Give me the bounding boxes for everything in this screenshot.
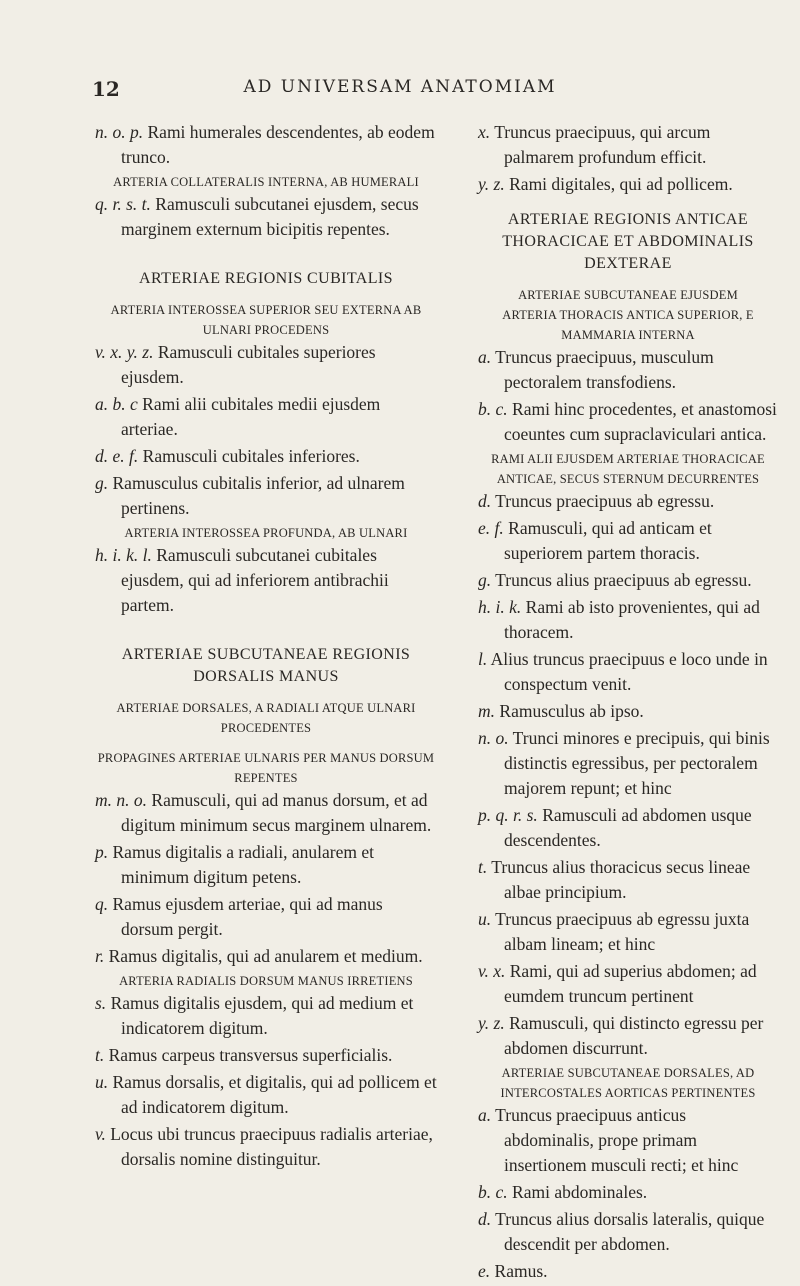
entry-label: b. c. [478,399,508,419]
entry-label: h. i. k. [478,597,522,617]
legend-entry [95,788,437,838]
legend-entry [95,1070,437,1120]
entry-text: Rami alii cubitales medii ejusdem arteriae. [121,394,381,439]
legend-entry [478,120,778,170]
entry-text: Rami ab isto provenientes, qui ad thoracem. [504,597,760,642]
entry-text: Truncus alius praecipuus ab egressu. [491,570,752,590]
entry-text: Truncus praecipuus ab egressu. [491,491,715,511]
legend-entry [478,516,778,566]
entry-text: Truncus alius thoracicus secus lineae albae principium. [487,857,751,902]
legend-entry [478,489,778,514]
entry-label: d. [478,1209,492,1229]
legend-entry [95,991,437,1041]
legend-entry [478,345,778,395]
subheading: ARTERIA INTEROSSEA SUPERIOR SEU EXTERNA AB ULNARI PROCEDENS [110,303,422,337]
legend-entry [478,1207,778,1257]
entry-text: Truncus praecipuus anticus abdominalis, prope primam insertionem musculi recti; et hinc [491,1105,739,1175]
entry-text: Ramus digitalis ejusdem, qui ad medium et indicatorem digitum. [106,993,414,1038]
subheading: RAMI ALII EJUSDEM ARTERIAE THORACICAE ANTICAE, SECUS STERNUM DECURRENTES [491,452,765,486]
entry-text: Ramusculi ad abdomen usque descendentes. [504,805,752,850]
entry-label: n. o. p. [95,122,144,142]
legend-entry [478,855,778,905]
entry-text: Ramusculi cubitales inferiores. [138,446,360,466]
entry-label: m. n. o. [95,790,148,810]
subheading: ARTERIAE SUBCUTANEAE DORSALES, AD INTERCOSTALES AORTICAS PERTINENTES [500,1066,756,1100]
legend-entry [95,120,437,170]
legend-entry [478,1180,778,1205]
entry-text: Ramus. [490,1261,548,1281]
entry-label: t. [478,857,488,877]
entry-label: n. o. [478,728,509,748]
legend-entry [478,803,778,853]
legend-entry [95,392,437,442]
page-number: 12 [92,77,120,101]
entry-text: Truncus alius dorsalis lateralis, quique descendit per abdomen. [491,1209,765,1254]
entry-label: v. [95,1124,106,1144]
entry-label: q. r. s. t. [95,194,151,214]
legend-entry [95,543,437,618]
entry-text: Ramusculi, qui ad anticam et superiorem partem thoracis. [503,518,712,563]
spacer [95,244,437,268]
right-column [478,120,778,1286]
legend-entry [478,172,778,197]
entry-label: r. [95,946,105,966]
legend-entry [478,699,778,724]
entry-text: Truncus praecipuus, musculum pectoralem transfodiens. [491,347,714,392]
legend-entry [95,892,437,942]
entry-label: l. [478,649,488,669]
entry-label: g. [95,473,109,493]
legend-entry [478,1011,778,1061]
legend-entry [478,595,778,645]
entry-label: x. [478,122,491,142]
entry-label: v. x. [478,961,506,981]
entry-label: v. x. y. z. [95,342,154,362]
entry-text: Ramus digitalis a radiali, anularem et minimum digitum petens. [108,842,374,887]
entry-label: g. [478,570,492,590]
entry-label: e. f. [478,518,504,538]
entry-text: Locus ubi truncus praecipuus radialis arteriae, dorsalis nomine distinguitur. [105,1124,433,1169]
entry-text: Ramusculus ab ipso. [495,701,644,721]
entry-text: Ramus ejusdem arteriae, qui ad manus dorsum pergit. [108,894,383,939]
entry-text: Rami hinc procedentes, et anastomosi coeuntes cum supraclaviculari antica. [504,399,777,444]
legend-entry [478,1103,778,1178]
section-title: ARTERIAE SUBCUTANEAE REGIONIS DORSALIS MANUS [121,646,411,685]
entry-label: u. [478,909,492,929]
spacer [95,290,437,300]
entry-label: d. [478,491,492,511]
legend-entry [478,1259,778,1284]
page-header [0,77,800,103]
entry-label: b. c. [478,1182,508,1202]
entry-label: p. q. r. s. [478,805,538,825]
entry-text: Ramusculi, qui ad manus dorsum, et ad digitum minimum secus marginem ulnarem. [121,790,432,835]
entry-label: u. [95,1072,109,1092]
spacer [95,620,437,644]
subheading: ARTERIA RADIALIS DORSUM MANUS IRRETIENS [119,974,413,988]
entry-text: Truncus praecipuus ab egressu juxta albam lineam; et hinc [491,909,750,954]
entry-label: p. [95,842,109,862]
entry-text: Truncus praecipuus, qui arcum palmarem profundum efficit. [490,122,711,167]
entry-label: t. [95,1045,105,1065]
entry-text: Alius truncus praecipuus e loco unde in conspectum venit. [487,649,768,694]
legend-entry [95,192,437,242]
entry-label: q. [95,894,109,914]
entry-label: a. [478,347,492,367]
legend-entry [478,907,778,957]
entry-label: a. b. c [95,394,138,414]
legend-entry [478,647,778,697]
legend-entry [478,568,778,593]
entry-label: d. e. f. [95,446,139,466]
legend-entry [478,959,778,1009]
entry-text: Rami humerales descendentes, ab eodem trunco. [121,122,435,167]
subheading: ARTERIA INTEROSSEA PROFUNDA, AB ULNARI [124,526,408,540]
legend-entry [478,726,778,801]
entry-label: s. [95,993,107,1013]
section-title: ARTERIAE REGIONIS ANTICAE THORACICAE ET ABDOMINALIS DEXTERAE [502,211,754,272]
spacer [478,199,778,209]
subheading: ARTERIAE DORSALES, A RADIALI ATQUE ULNARI PROCEDENTES [116,701,416,735]
legend-entry [95,1122,437,1172]
legend-entry [95,471,437,521]
entry-text: Rami abdominales. [507,1182,648,1202]
subheading: ARTERIA COLLATERALIS INTERNA, AB HUMERALI [113,175,419,189]
entry-label: e. [478,1261,491,1281]
legend-entry [95,840,437,890]
subheading: PROPAGINES ARTERIAE ULNARIS PER MANUS DORSUM REPENTES [97,751,435,785]
spacer [95,738,437,748]
spacer [478,275,778,285]
subheading: ARTERIAE SUBCUTANEAE EJUSDEM [518,288,738,302]
entry-text: Ramusculi subcutanei ejusdem, secus marginem externum bicipitis repentes. [121,194,419,239]
entry-label: m. [478,701,496,721]
entry-text: Ramus carpeus transversus superficialis. [104,1045,393,1065]
entry-label: y. z. [478,174,505,194]
running-head: AD UNIVERSAM ANATOMIAM [243,77,557,97]
entry-text: Rami digitales, qui ad pollicem. [504,174,733,194]
subheading: ARTERIA THORACIS ANTICA SUPERIOR, E MAMMARIA INTERNA [502,308,754,342]
entry-text: Ramusculi, qui distincto egressu per abdomen discurrunt. [504,1013,764,1058]
entry-label: y. z. [478,1013,505,1033]
entry-text: Ramusculus cubitalis inferior, ad ulnarem pertinens. [108,473,405,518]
spacer [95,688,437,698]
entry-text: Ramusculi cubitales superiores ejusdem. [121,342,376,387]
left-column [95,120,437,1174]
entry-label: h. i. k. l. [95,545,152,565]
legend-entry [95,340,437,390]
legend-entry [95,1043,437,1068]
entry-text: Ramus dorsalis, et digitalis, qui ad pollicem et ad indicatorem digitum. [108,1072,437,1117]
legend-entry [478,397,778,447]
entry-text: Ramusculi subcutanei cubitales ejusdem, qui ad inferiorem antibrachii partem. [121,545,389,615]
entry-text: Trunci minores e precipuis, qui binis distinctis egressibus, per pectoralem majorem repunt; et hinc [504,728,770,798]
entry-label: a. [478,1105,492,1125]
legend-entry [95,944,437,969]
entry-text: Rami, qui ad superius abdomen; ad eumdem truncum pertinent [504,961,757,1006]
legend-entry [95,444,437,469]
entry-text: Ramus digitalis, qui ad anularem et medium. [104,946,423,966]
section-title: ARTERIAE REGIONIS CUBITALIS [139,270,393,287]
